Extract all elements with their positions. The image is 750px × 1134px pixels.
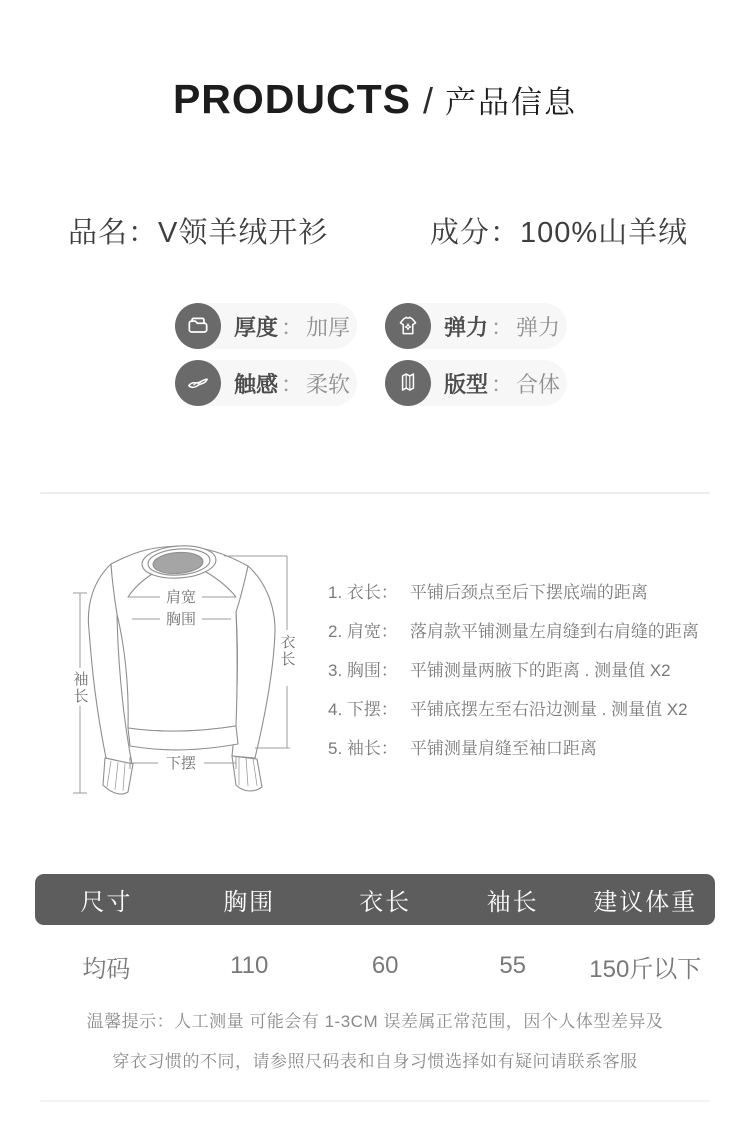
badge-touch-value: 柔软: [306, 371, 351, 397]
badge-elasticity-value: 弹力: [516, 314, 561, 340]
badge-thickness-colon: ：: [281, 314, 304, 340]
badge-thickness-text: [234, 311, 350, 342]
list-item: [328, 661, 728, 681]
fabric-touch-icon: [175, 360, 221, 406]
cell-weight: 150斤以下: [589, 955, 702, 983]
bottom-divider: [40, 1100, 710, 1102]
badge-fit-colon: ：: [491, 371, 514, 397]
cell-sleeve: 55: [499, 952, 527, 979]
note-line-1: 温馨提示：人工测量 可能会有 1-3CM 误差属正常范围，因个人体型差异及: [86, 1012, 664, 1031]
section-divider: [40, 492, 710, 494]
badge-fit: [385, 360, 567, 406]
badge-elasticity-text: [444, 311, 560, 342]
measure-desc: 落肩款平铺测量左肩缝到右肩缝的距离: [409, 622, 699, 641]
measure-desc: 平铺底摆左至右沿边测量 . 测量值 X2: [409, 700, 688, 719]
list-item: [328, 700, 728, 720]
product-name-label: 品名：: [68, 217, 159, 249]
title-separator: /: [423, 80, 434, 121]
measurement-notes: [0, 1002, 750, 1082]
column-header-sleeve: 袖长: [486, 889, 539, 916]
measure-desc: 平铺测量肩缝至袖口距离: [409, 739, 597, 758]
measure-desc: 平铺测量两腋下的距离 . 测量值 X2: [409, 661, 671, 680]
badge-thickness: [175, 303, 357, 349]
dim-label-chest: 胸围: [165, 611, 197, 628]
cell-length: 60: [371, 952, 399, 979]
sweater-measurement-diagram: [48, 518, 338, 828]
column-header-size: 尺寸: [80, 889, 133, 916]
composition-label: 成分：: [430, 217, 521, 249]
title-english: PRODUCTS: [172, 76, 412, 122]
measure-label: 2. 肩宽：: [328, 622, 398, 641]
size-table-header: [35, 874, 715, 925]
column-header-weight: 建议体重: [593, 889, 698, 916]
measure-label: 3. 胸围：: [328, 661, 398, 680]
table-row: [35, 935, 715, 997]
product-name-field: [68, 210, 328, 251]
size-table: [35, 874, 715, 997]
cell-size: 均码: [82, 955, 131, 983]
dim-label-sleeve: 袖长: [71, 671, 89, 705]
measure-desc: 平铺后颈点至后下摆底端的距离: [409, 583, 648, 602]
composition-field: [430, 210, 688, 251]
badge-touch: [175, 360, 357, 406]
page-title: [0, 76, 750, 123]
product-name-value: V领羊绒开衫: [158, 217, 329, 249]
badge-thickness-label: 厚度: [234, 314, 279, 340]
list-item: [328, 583, 728, 603]
badge-touch-text: [234, 368, 350, 399]
column-header-chest: 胸围: [223, 889, 276, 916]
badge-fit-text: [444, 368, 560, 399]
badge-fit-label: 版型: [444, 371, 489, 397]
dim-label-shoulder: 肩宽: [165, 589, 197, 606]
dim-label-hem: 下摆: [165, 755, 197, 772]
measure-label: 5. 袖长：: [328, 739, 398, 758]
list-item: [328, 622, 728, 642]
badge-touch-colon: ：: [281, 371, 304, 397]
feature-badges: [175, 303, 567, 406]
tshirt-star-icon: [385, 303, 431, 349]
cell-chest: 110: [230, 952, 269, 979]
folded-pattern-icon: [385, 360, 431, 406]
composition-value: 100%山羊绒: [520, 217, 689, 249]
badge-fit-value: 合体: [516, 371, 561, 397]
measure-label: 1. 衣长：: [328, 583, 398, 602]
folded-fabric-icon: [175, 303, 221, 349]
measure-guide-list: [328, 583, 728, 759]
badge-touch-label: 触感: [234, 371, 279, 397]
badge-thickness-value: 加厚: [306, 314, 351, 340]
measure-label: 4. 下摆：: [328, 700, 398, 719]
badge-elasticity: [385, 303, 567, 349]
note-line-2: 穿衣习惯的不同，请参照尺码表和自身习惯选择如有疑问请联系客服: [112, 1052, 638, 1071]
sweater-drawing: [48, 518, 338, 828]
badge-elasticity-colon: ：: [491, 314, 514, 340]
badge-elasticity-label: 弹力: [444, 314, 489, 340]
title-chinese: 产品信息: [445, 85, 578, 120]
list-item: [328, 739, 728, 759]
dim-label-length: 衣长: [278, 634, 296, 668]
column-header-length: 衣长: [359, 889, 412, 916]
